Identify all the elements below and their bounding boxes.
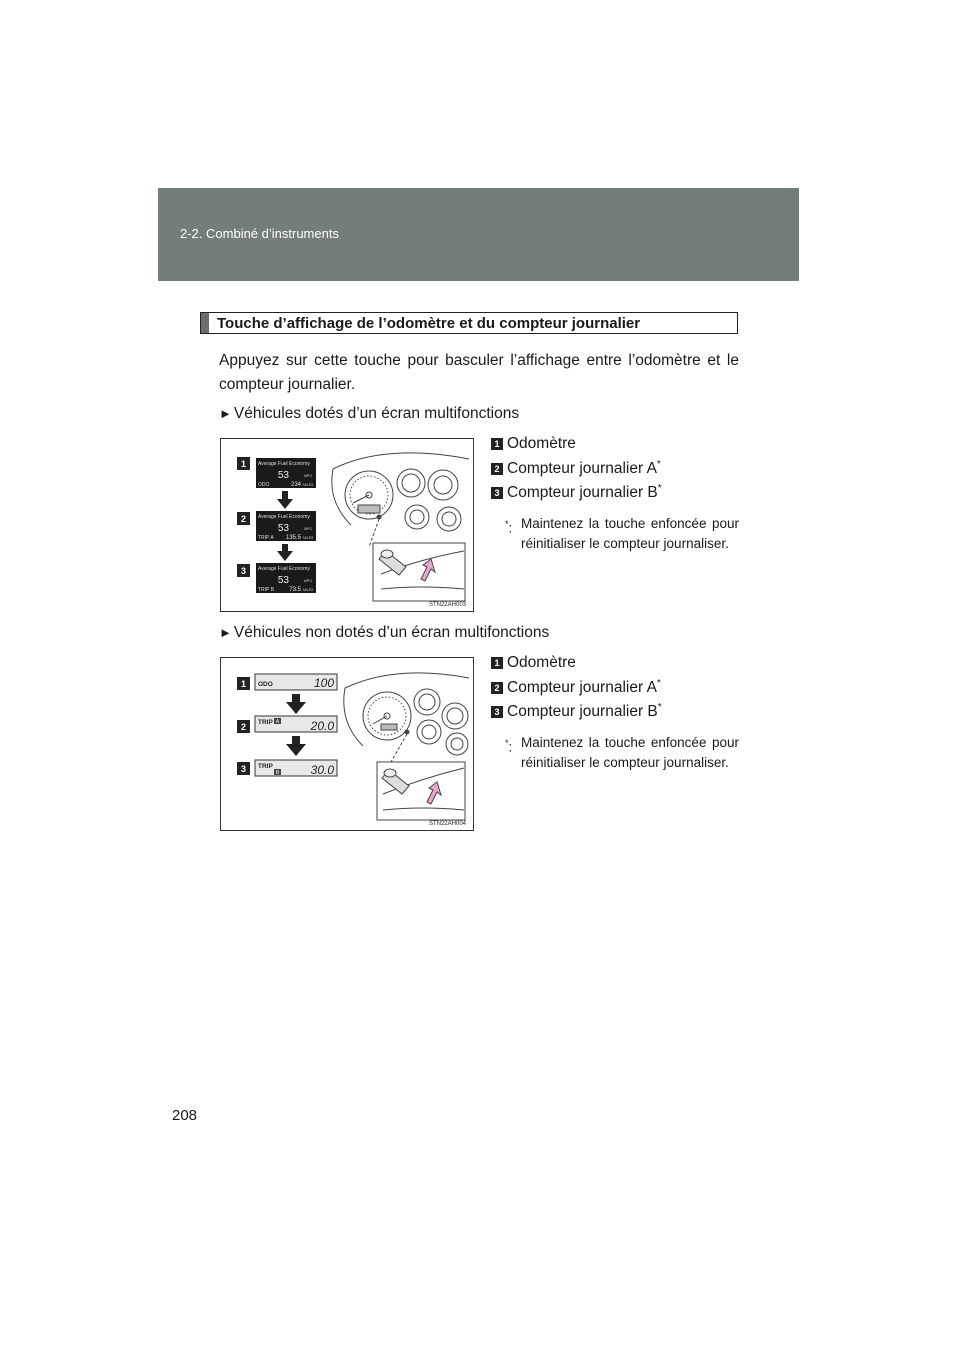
arrow-down-icon — [277, 491, 293, 509]
svg-text:TRIP B: TRIP B — [258, 587, 275, 593]
footnote-marker: * — [656, 458, 661, 470]
page-number: 208 — [172, 1107, 198, 1124]
svg-text:53: 53 — [277, 575, 289, 586]
step-badge-2 — [237, 512, 250, 525]
footnote-marker: * — [657, 702, 662, 713]
step-badge-1 — [237, 677, 250, 690]
legend-item-odometer — [491, 653, 739, 678]
svg-text:ODO: ODO — [258, 482, 270, 488]
triangle-bullet-icon: ► — [219, 406, 232, 421]
section-heading-bar — [201, 313, 209, 333]
footnote: *: Maintenez la touche enfoncée pour réinitialiser le compteur journaliser. — [505, 734, 739, 770]
variant-heading-1 — [219, 405, 519, 423]
footnote-text: Maintenez la touche enfoncée pour réinitialiser le compteur journaliser. — [521, 734, 739, 770]
svg-text:234: 234 — [290, 482, 301, 488]
footnote-marker: * — [656, 677, 661, 689]
svg-text:TRIP A: TRIP A — [258, 535, 274, 541]
step-badge-2 — [237, 720, 250, 733]
svg-text:Average Fuel Economy: Average Fuel Economy — [258, 461, 310, 467]
figure-code: STN22AH003 — [428, 602, 466, 608]
variant-heading-2 — [219, 624, 549, 642]
svg-text:2: 2 — [240, 514, 247, 524]
triangle-bullet-icon: ► — [219, 625, 232, 640]
legend-label: Odomètre — [507, 435, 576, 453]
svg-text:TRIP: TRIP — [258, 763, 273, 770]
svg-text:B: B — [275, 770, 280, 776]
figure-multifunction — [220, 438, 474, 612]
legend-number: 3 — [491, 706, 503, 718]
section-heading — [200, 312, 738, 334]
svg-text:TRIP: TRIP — [258, 719, 273, 726]
mfd-screen-trip-b — [256, 563, 316, 593]
svg-text:100: 100 — [313, 676, 334, 690]
svg-text:20.0: 20.0 — [310, 719, 334, 733]
figure-code: STN22AH004 — [428, 821, 466, 827]
legend-number: 3 — [491, 487, 503, 499]
svg-text:3: 3 — [240, 566, 247, 576]
legend-item-trip-a — [491, 678, 739, 703]
lcd-trip-a — [255, 716, 337, 733]
svg-text:53: 53 — [277, 470, 289, 481]
footnote: *: Maintenez la touche enfoncée pour réinitialiser le compteur journaliser. — [505, 515, 739, 551]
figure-standard — [220, 657, 474, 831]
legend-standard — [491, 653, 739, 773]
mfd-screen-odo — [256, 458, 316, 488]
legend-number: 2 — [491, 682, 503, 694]
svg-text:73.5: 73.5 — [289, 587, 301, 593]
svg-text:ODO: ODO — [258, 681, 273, 688]
arrow-down-icon — [286, 736, 306, 756]
step-badge-3 — [237, 762, 250, 775]
lcd-odo — [255, 674, 337, 690]
legend-number: 1 — [491, 438, 503, 450]
section-breadcrumb: 2-2. Combiné d’instruments — [180, 226, 339, 241]
legend-label: Compteur journalier B — [507, 703, 658, 721]
header-band — [158, 188, 799, 281]
svg-text:30.0: 30.0 — [310, 763, 334, 777]
intro-paragraph: Appuyez sur cette touche pour basculer l’affichage entre l’odomètre et le compteur journalier. — [219, 352, 739, 393]
svg-text:A: A — [275, 719, 280, 725]
legend-label: Compteur journalier B — [507, 484, 658, 502]
arrow-down-icon — [277, 544, 293, 561]
legend-label: Odomètre — [507, 654, 576, 672]
figure-standard-illustration — [221, 658, 473, 830]
section-title: Touche d’affichage de l’odomètre et du compteur journalier — [217, 315, 641, 332]
variant-title: Véhicules non dotés d’un écran multifonctions — [233, 624, 550, 641]
svg-text:135.5: 135.5 — [285, 535, 301, 541]
figure-multifunction-illustration — [221, 439, 473, 611]
footnote-text: Maintenez la touche enfoncée pour réinitialiser le compteur journaliser. — [521, 515, 739, 551]
svg-text:Average Fuel Economy: Average Fuel Economy — [258, 566, 310, 572]
svg-text:MPG: MPG — [304, 579, 312, 583]
svg-text:MPG: MPG — [304, 527, 312, 531]
legend-item-trip-a — [491, 459, 739, 484]
legend-multifunction — [491, 434, 739, 554]
footnote-marker: * — [657, 483, 662, 494]
svg-text:1: 1 — [240, 679, 247, 689]
legend-label: Compteur journalier A — [507, 678, 657, 696]
mfd-screen-trip-a — [256, 511, 316, 541]
step-badge-1 — [237, 457, 250, 470]
svg-text:53: 53 — [277, 523, 289, 534]
svg-text:MPG: MPG — [304, 474, 312, 478]
instrument-cluster-drawing — [344, 673, 469, 820]
lcd-trip-b — [255, 760, 337, 777]
instrument-cluster-drawing — [332, 453, 469, 601]
legend-number: 2 — [491, 463, 503, 475]
legend-item-trip-b — [491, 483, 739, 508]
svg-text:MILES: MILES — [303, 536, 314, 540]
arrow-down-icon — [286, 694, 306, 714]
svg-text:MILES: MILES — [303, 483, 314, 487]
legend-item-trip-b — [491, 702, 739, 727]
svg-text:Average Fuel Economy: Average Fuel Economy — [258, 514, 310, 520]
svg-text:MILES: MILES — [303, 588, 314, 592]
step-badge-3 — [237, 564, 250, 577]
svg-text:1: 1 — [240, 459, 247, 469]
legend-label: Compteur journalier A — [507, 459, 657, 477]
svg-text:3: 3 — [240, 764, 247, 774]
svg-text:2: 2 — [240, 722, 247, 732]
legend-number: 1 — [491, 657, 503, 669]
legend-item-odometer — [491, 434, 739, 459]
variant-title: Véhicules dotés d’un écran multifonctions — [233, 405, 520, 422]
